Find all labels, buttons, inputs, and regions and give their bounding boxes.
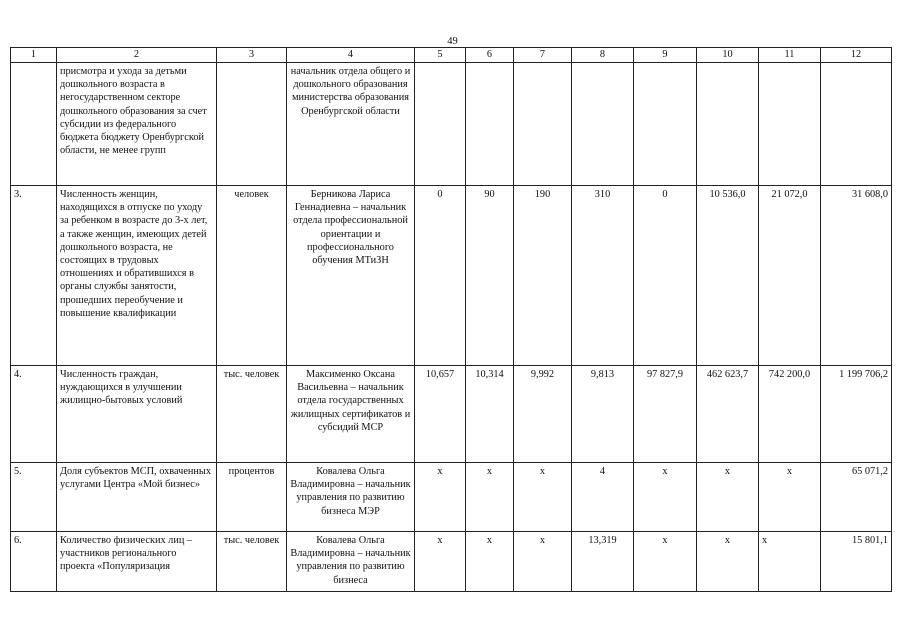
column-number: 5	[415, 48, 466, 63]
column-number: 6	[466, 48, 514, 63]
value-cell: х	[466, 463, 514, 532]
table-row	[11, 463, 892, 532]
value-cell: 21 072,0	[759, 186, 821, 366]
indicator-name: Доля субъектов МСП, охваченных услугами Центра «Мой бизнес»	[57, 463, 217, 532]
unit: процентов	[217, 463, 287, 532]
table-row	[11, 532, 892, 592]
value-cell: 462 623,7	[697, 366, 759, 463]
row-number	[11, 63, 57, 186]
value-cell: 10,314	[466, 366, 514, 463]
indicator-name: Численность граждан, нуждающихся в улучшении жилищно-бытовых условий	[57, 366, 217, 463]
header-row	[11, 48, 892, 63]
value-cell: 1 199 706,2	[821, 366, 892, 463]
value-cell: х	[415, 463, 466, 532]
responsible-person: Ковалева Ольга Владимировна – начальник управления по развитию бизнеса МЭР	[287, 463, 415, 532]
column-number: 3	[217, 48, 287, 63]
value-cell	[759, 63, 821, 186]
responsible-person: начальник отдела общего и дошкольного образования министерства образования Оренбургской области	[287, 63, 415, 186]
responsible-person: Максименко Оксана Васильевна – начальник отдела государственных жилищных сертификатов и субсидий МСР	[287, 366, 415, 463]
column-number: 11	[759, 48, 821, 63]
indicator-name: присмотра и ухода за детьми дошкольного возраста в негосударственном секторе дошкольного образования за счет субсидии из федерального бюджета бюджету Оренбургской области, не менее групп	[57, 63, 217, 186]
value-cell: х	[634, 463, 697, 532]
value-cell: 31 608,0	[821, 186, 892, 366]
row-number: 6.	[11, 532, 57, 592]
row-number: 3.	[11, 186, 57, 366]
value-cell: 10,657	[415, 366, 466, 463]
value-cell	[514, 63, 572, 186]
value-cell: 9,992	[514, 366, 572, 463]
value-cell: 10 536,0	[697, 186, 759, 366]
unit: человек	[217, 186, 287, 366]
value-cell: х	[415, 532, 466, 592]
value-cell	[634, 63, 697, 186]
value-cell: х	[759, 463, 821, 532]
column-number: 8	[572, 48, 634, 63]
unit: тыс. человек	[217, 366, 287, 463]
column-number: 4	[287, 48, 415, 63]
value-cell: х	[514, 463, 572, 532]
column-number: 12	[821, 48, 892, 63]
value-cell	[415, 63, 466, 186]
value-cell: 90	[466, 186, 514, 366]
value-cell	[466, 63, 514, 186]
value-cell	[572, 63, 634, 186]
value-cell: 15 801,1	[821, 532, 892, 592]
unit: тыс. человек	[217, 532, 287, 592]
responsible-person: Берникова Лариса Геннадиевна – начальник отдела профессиональной ориентации и профессионального обучения МТиЗН	[287, 186, 415, 366]
value-cell: 310	[572, 186, 634, 366]
page-number: 49	[447, 36, 458, 47]
value-cell: х	[759, 532, 821, 592]
unit	[217, 63, 287, 186]
value-cell: 190	[514, 186, 572, 366]
value-cell: 742 200,0	[759, 366, 821, 463]
indicator-name: Количество физических лиц – участников регионального проекта «Популяризация	[57, 532, 217, 592]
table-row	[11, 63, 892, 186]
column-number: 2	[57, 48, 217, 63]
responsible-person: Ковалева Ольга Владимировна – начальник управления по развитию бизнеса	[287, 532, 415, 592]
value-cell: х	[514, 532, 572, 592]
value-cell: х	[697, 463, 759, 532]
value-cell: х	[697, 532, 759, 592]
column-number: 9	[634, 48, 697, 63]
column-number: 10	[697, 48, 759, 63]
value-cell: 97 827,9	[634, 366, 697, 463]
value-cell: х	[634, 532, 697, 592]
value-cell: 65 071,2	[821, 463, 892, 532]
value-cell: 4	[572, 463, 634, 532]
value-cell: х	[466, 532, 514, 592]
table-row	[11, 186, 892, 366]
row-number: 4.	[11, 366, 57, 463]
row-number: 5.	[11, 463, 57, 532]
value-cell: 0	[634, 186, 697, 366]
indicator-name: Численность женщин, находящихся в отпуске по уходу за ребенком в возрасте до 3-х лет, а также женщин, имеющих детей дошкольного возраста, не состоящих в трудовых отношениях и обратившихся в органы службы занятости, прошедших переобучение и повышение квалификации	[57, 186, 217, 366]
data-table	[10, 47, 892, 592]
value-cell	[697, 63, 759, 186]
value-cell: 13,319	[572, 532, 634, 592]
column-number: 7	[514, 48, 572, 63]
value-cell	[821, 63, 892, 186]
column-number: 1	[11, 48, 57, 63]
value-cell: 0	[415, 186, 466, 366]
value-cell: 9,813	[572, 366, 634, 463]
table-row	[11, 366, 892, 463]
